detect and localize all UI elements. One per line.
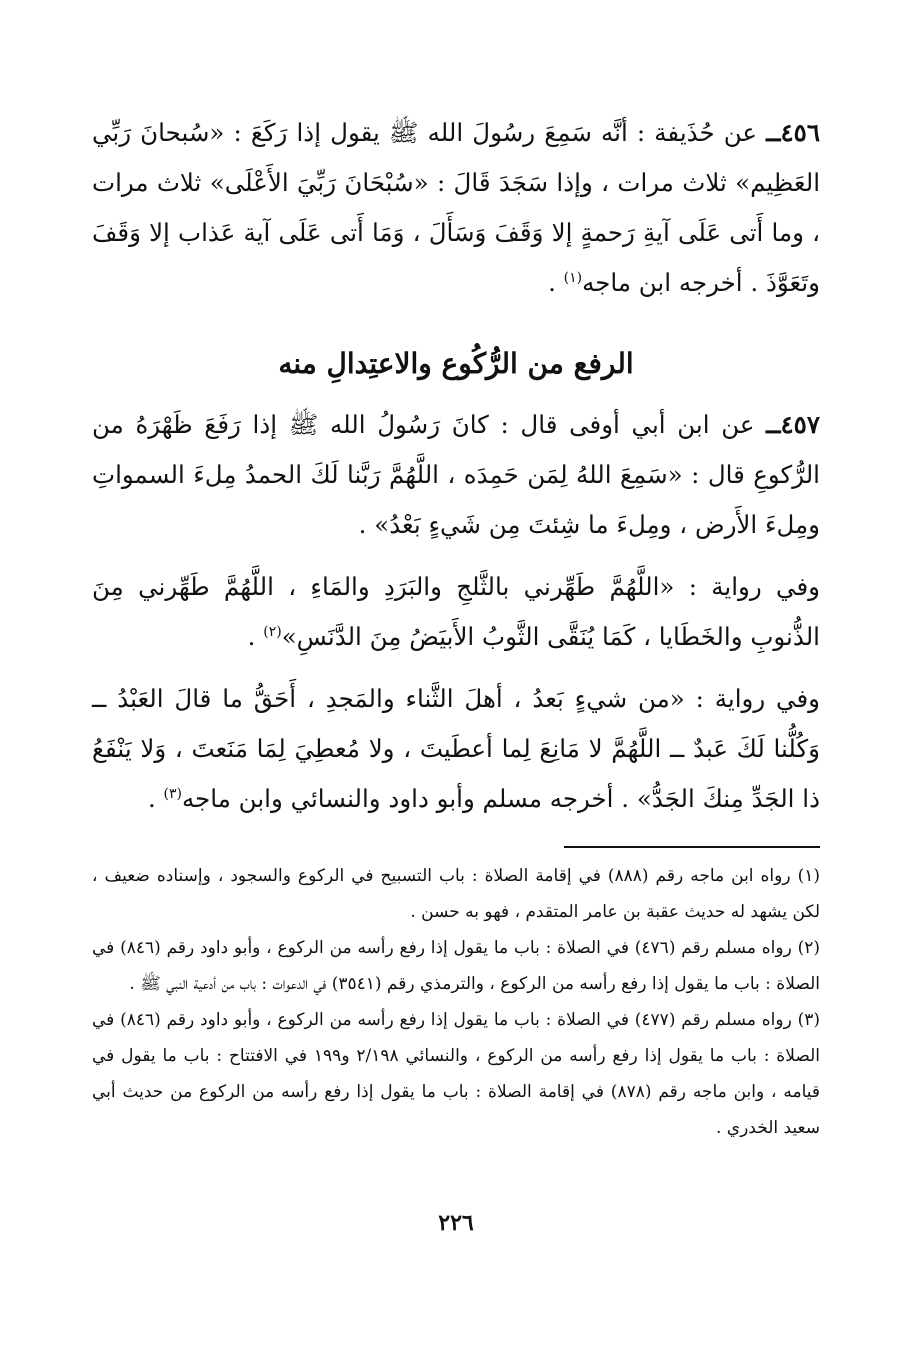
footnote-1: (١) رواه ابن ماجه رقم (٨٨٨) في إقامة الصلاة : باب التسبيح في الركوع والسجود ، وإسناده ضعيف ، لكن يشهد له حديث عقبة بن عامر المتقدم ، فهو به حسن . <box>92 866 820 922</box>
narration-2 <box>92 562 820 662</box>
hadith-text: عن ابن أبي أوفى قال : كانَ رَسُولُ الله ﷺ إذا رَفَعَ ظَهْرَهُ من الرُّكوعِ قال : «سَمِعَ اللهُ لِمَن حَمِدَه ، اللَّهُمَّ رَبَّنا لَكَ الحمدُ مِلءَ السمواتِ ومِلءَ الأَرض ، ومِلءَ ما شِئتَ مِن شَيءٍ بَعْدُ» . <box>92 410 820 539</box>
hadith-number: ٤٥٦ــ <box>766 118 820 147</box>
footnote-ref: (٢) <box>263 623 282 640</box>
footnote-2: (٢) رواه مسلم رقم (٤٧٦) في الصلاة : باب ما يقول إذا رفع رأسه من الركوع ، وأبو داود رقم (٨٤٦) في الصلاة : باب ما يقول إذا رفع رأسه من الركوع ، والترمذي رقم (٣٥٤١) في الدعوات : باب من أدعية النبي ﷺ . <box>92 938 820 994</box>
footnote-3: (٣) رواه مسلم رقم (٤٧٧) في الصلاة : باب ما يقول إذا رفع رأسه من الركوع ، وأبو داود رقم (٨٤٦) في الصلاة : باب ما يقول إذا رفع رأسه من الركوع ، والنسائي ٢/١٩٨ و١٩٩ في الافتتاح : باب ما يقول في قيامه ، وابن ماجه رقم (٨٧٨) في إقامة الصلاة : باب ما يقول إذا رفع رأسه من الركوع من حديث أبي سعيد الخدري . <box>92 1010 821 1138</box>
hadith-number: ٤٥٧ــ <box>766 410 820 439</box>
footnote-ref: (٣) <box>163 785 183 802</box>
hadith-456 <box>92 108 820 308</box>
section-heading: الرفع من الرُّكُوع والاعتِدالِ منه <box>278 347 634 380</box>
narration-text: وفي رواية : «من شيءٍ بَعدُ ، أهلَ الثَّناء والمَجدِ ، أَحَقُّ ما قالَ العَبْدُ ــ وَكُلُّنا لَكَ عَبدٌ ــ اللَّهُمَّ لا مَانِعَ لِما أعطَيتَ ، ولا مُعطِيَ لِمَا مَنَعتَ ، وَلا يَنْفَعُ ذا الجَدِّ مِنكَ الجَدُّ» . أخرجه مسلم وأبو داود والنسائي وابن ماجه <box>92 684 820 813</box>
footnote-divider <box>564 846 820 848</box>
narration-end: . <box>147 784 164 813</box>
narration-3 <box>92 674 820 824</box>
footnotes <box>92 858 820 1146</box>
hadith-text: عن حُذَيفة : أنَّه سَمِعَ رسُولَ الله ﷺ يقول إذا رَكَعَ : «سُبحانَ رَبِّي العَظِيم» ثلاث مرات ، وإذا سَجَدَ قَالَ : «سُبْحَانَ رَبِّيَ الأَعْلَى» ثلاث مرات ، وما أَتى عَلَى آيةِ رَحمةٍ إلا وَقَفَ وَسَأَلَ ، وَمَا أَتى عَلَى آية عَذاب إلا وَقَفَ وتَعَوَّذَ . أخرجه ابن ماجه <box>92 118 820 297</box>
narration-end: . <box>247 622 264 651</box>
hadith-457 <box>92 400 820 550</box>
footnote-ref: (١) <box>563 269 583 286</box>
hadith-end: . <box>548 268 564 297</box>
narration-text: وفي رواية : «اللَّهُمَّ طَهِّرني بالثَّلجِ والبَرَدِ والمَاءِ ، اللَّهُمَّ طَهِّرني مِنَ الذُّنوبِ والخَطَايا ، كَمَا يُنَقَّى الثَّوبُ الأَبيَضُ مِنَ الدَّنَسِ» <box>92 572 820 651</box>
page-body <box>92 108 820 836</box>
page-number: ٢٢٦ <box>438 1210 474 1236</box>
